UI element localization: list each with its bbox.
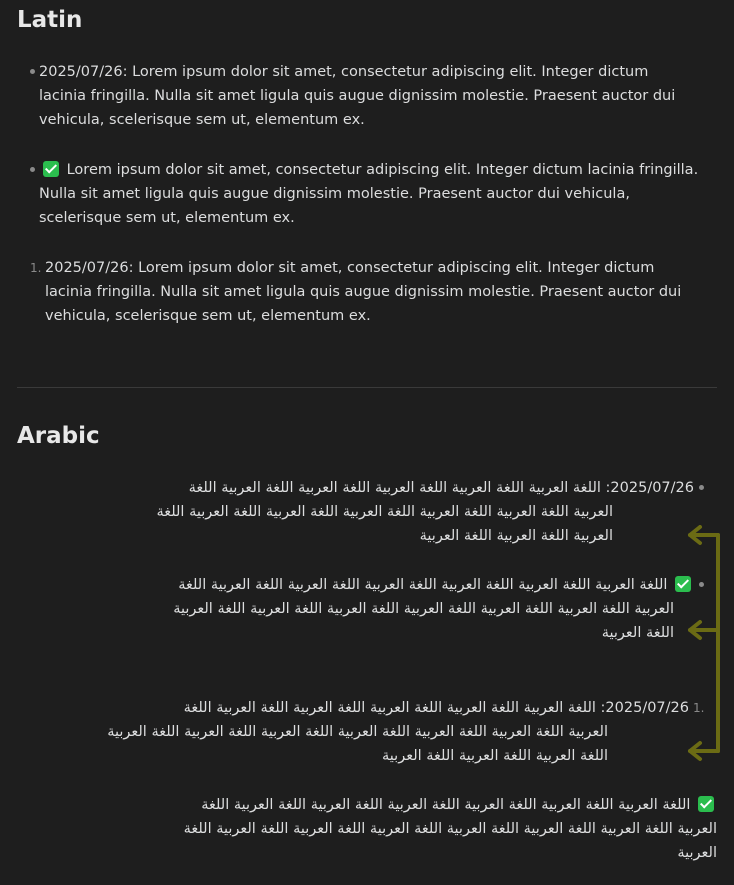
ordered-list-item-rtl: [17, 696, 689, 720]
heading-latin: Latin: [17, 7, 83, 33]
list-item-rtl-cont: [17, 500, 613, 548]
checkbox-checked-icon[interactable]: [43, 161, 59, 177]
rtl-line: اللغة العربية: [601, 625, 674, 641]
bullet-marker: [30, 167, 35, 172]
annotation-arrows: [680, 525, 724, 765]
list-item-rtl: [17, 476, 694, 500]
ordered-marker: 1.: [693, 701, 705, 715]
list-item-text: 2025/07/26: Lorem ipsum dolor sit amet, consectetur adipiscing elit. Integer dictum lacinia fringilla. Nulla sit amet ligula quis augue dignissim molestie. Praesent auctor dui vehicula, scelerisque sem ut, elementum ex.: [39, 64, 676, 128]
rtl-line: العربية اللغة العربية اللغة العربية: [419, 528, 613, 544]
ordered-list-item: [45, 256, 695, 328]
checkbox-checked-icon[interactable]: [698, 796, 714, 812]
rtl-line: 2025/07/26: اللغة العربية اللغة العربية اللغة العربية اللغة العربية اللغة العربية اللغة: [183, 700, 689, 716]
rtl-line: العربية: [677, 845, 717, 861]
rtl-line: العربية اللغة العربية اللغة العربية اللغة العربية اللغة العربية اللغة العربية اللغة العربية: [173, 601, 674, 617]
rtl-line: 2025/07/26: اللغة العربية اللغة العربية اللغة العربية اللغة العربية اللغة العربية اللغة: [188, 480, 694, 496]
rtl-line: العربية اللغة العربية اللغة العربية اللغة العربية اللغة العربية اللغة العربية اللغة: [156, 504, 613, 520]
task-item-rtl: [17, 573, 694, 645]
ordered-marker: 1.: [30, 261, 42, 275]
rtl-line: العربية اللغة العربية اللغة العربية اللغة العربية اللغة العربية اللغة العربية اللغة العربية: [107, 724, 608, 740]
bullet-marker: [699, 485, 704, 490]
list-item: [39, 60, 699, 132]
heading-arabic: Arabic: [17, 423, 100, 449]
rtl-line: العربية اللغة العربية اللغة العربية اللغة العربية اللغة العربية اللغة العربية اللغة العربية اللغة: [183, 821, 717, 837]
task-item: [39, 158, 699, 230]
rtl-line: اللغة العربية اللغة العربية اللغة العربية اللغة العربية اللغة العربية اللغة العربية اللغة: [178, 577, 668, 593]
rtl-line: اللغة العربية اللغة العربية اللغة العربية اللغة العربية اللغة العربية اللغة العربية اللغة: [201, 797, 691, 813]
ordered-item-text: 2025/07/26: Lorem ipsum dolor sit amet, consectetur adipiscing elit. Integer dictum lacinia fringilla. Nulla sit amet ligula quis augue dignissim molestie. Praesent auctor dui vehicula, scelerisque sem ut, elementum ex.: [45, 260, 682, 324]
bullet-marker: [30, 69, 35, 74]
rtl-line: اللغة العربية اللغة العربية اللغة العربية: [382, 748, 608, 764]
task-item-rtl: [17, 793, 717, 865]
task-item-text: Lorem ipsum dolor sit amet, consectetur adipiscing elit. Integer dictum lacinia fringilla. Nulla sit amet ligula quis augue dignissim molestie. Praesent auctor dui vehicula, scelerisque sem ut, elementum ex.: [39, 162, 699, 226]
ordered-list-item-rtl-cont: [17, 720, 608, 768]
horizontal-rule: [17, 387, 717, 388]
